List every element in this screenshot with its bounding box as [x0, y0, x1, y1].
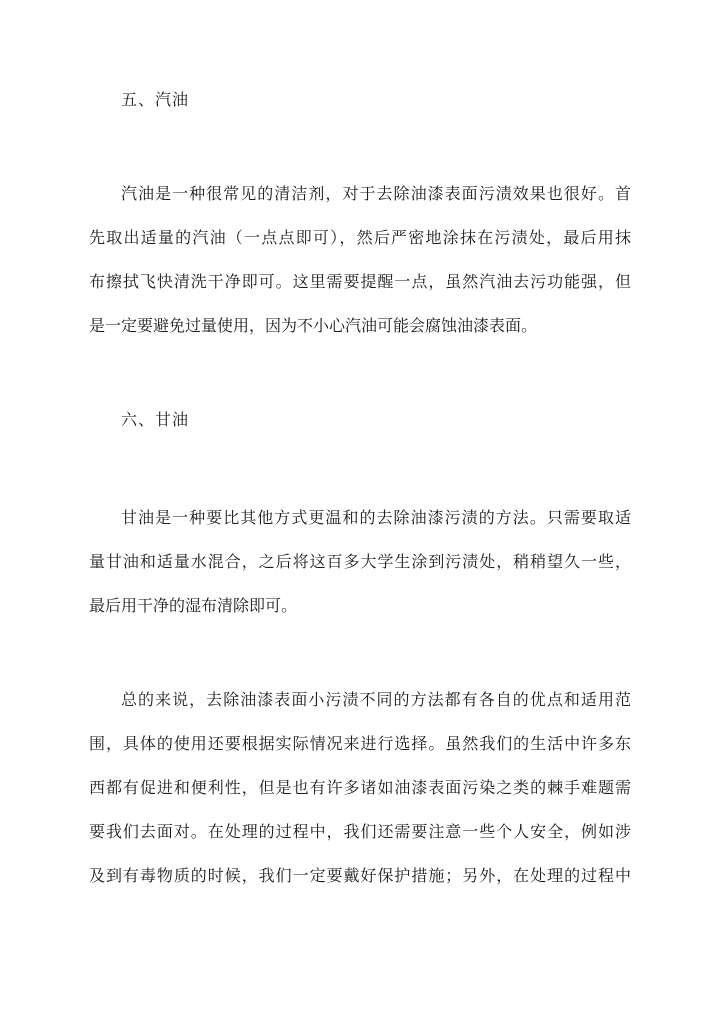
conclusion-line: 要我们去面对。在处理的过程中，我们还需要注意一些个人安全，例如涉: [89, 822, 632, 841]
paragraph-line: 量甘油和适量水混合，之后将这百多大学生涂到污渍处，稍稍望久一些，: [89, 552, 632, 571]
paragraph-line: 先取出适量的汽油（一点点即可），然后严密地涂抹在污渍处，最后用抹: [89, 228, 633, 247]
conclusion-line: 西都有促进和便利性，但是也有许多诸如油漆表面污染之类的棘手难题需: [89, 778, 632, 797]
paragraph-line: 布擦拭飞快清洗干净即可。这里需要提醒一点，虽然汽油去污功能强，但: [89, 272, 632, 291]
conclusion-line: 总的来说，去除油漆表面小污渍不同的方法都有各自的优点和适用范: [121, 690, 633, 709]
paragraph-line: 是一定要避免过量使用，因为不小心汽油可能会腐蚀油漆表面。: [89, 316, 538, 335]
section-heading-glycerin: 六、甘油: [121, 410, 190, 429]
conclusion-line: 围，具体的使用还要根据实际情况来进行选择。虽然我们的生活中许多东: [89, 734, 632, 753]
paragraph-line: 汽油是一种很常见的清洁剂，对于去除油漆表面污渍效果也很好。首: [121, 184, 633, 203]
paragraph-line: 最后用干净的湿布清除即可。: [89, 596, 298, 615]
conclusion-line: 及到有毒物质的时候，我们一定要戴好保护措施；另外，在处理的过程中: [89, 866, 632, 885]
paragraph-line: 甘油是一种要比其他方式更温和的去除油漆污渍的方法。只需要取适: [121, 508, 633, 527]
section-heading-gasoline: 五、汽油: [121, 90, 190, 109]
